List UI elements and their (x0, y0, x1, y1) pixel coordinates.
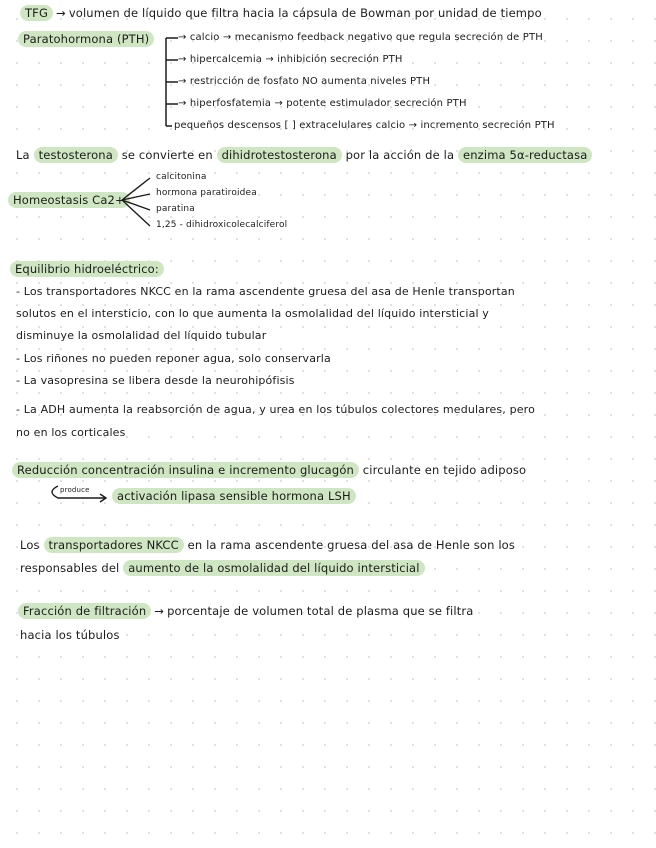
pth-term-line (18, 32, 154, 46)
produce-label: produce (60, 486, 90, 494)
arrow-icon: → (154, 604, 165, 618)
tfg-arrow: → (56, 6, 66, 20)
equilibrio-line-4: - Los riñones no pueden reponer agua, solo conservarla (16, 352, 331, 365)
nkcc-line-1 (20, 538, 515, 552)
text-segment: se convierte en (121, 148, 213, 162)
equilibrio-heading-line (10, 262, 164, 276)
homeostasis-item-2: hormona paratiroidea (156, 188, 257, 198)
highlight-enzima: enzima 5α-reductasa (458, 147, 592, 163)
homeostasis-branch-lines (120, 172, 160, 234)
highlight-lipasa: activación lipasa sensible hormona LSH (112, 488, 356, 504)
homeostasis-line (8, 193, 130, 207)
fraccion-definition: porcentaje de volumen total de plasma que se filtra (167, 604, 474, 618)
text-segment: La (16, 148, 30, 162)
pth-item-text: pequeños descensos [ ] extracelulares calcio → incremento secreción PTH (174, 120, 555, 131)
homeostasis-item-4: 1,25 - dihidroxicolecalciferol (156, 220, 288, 230)
nkcc-line-2 (20, 561, 425, 575)
tfg-definition: volumen de líquido que filtra hacia la cápsula de Bowman por unidad de tiempo (68, 6, 542, 20)
highlight-nkcc: transportadores NKCC (44, 537, 184, 553)
text-segment: en la rama ascendente gruesa del asa de Henle son los (187, 538, 515, 552)
fraccion-line-1 (18, 604, 473, 618)
pth-item-5 (174, 120, 555, 132)
testosterona-line (16, 148, 592, 162)
equilibrio-heading: Equilibrio hidroeléctrico: (10, 261, 164, 277)
equilibrio-line-1: - Los transportadores NKCC en la rama ascendente gruesa del asa de Henle transportan (16, 285, 515, 298)
pth-item-text: restricción de fosfato NO aumenta niveles PTH (189, 76, 431, 87)
highlight-dihidrotestosterona: dihidrotestosterona (217, 147, 342, 163)
arrow-icon: → (178, 76, 187, 87)
highlight-reduccion: Reducción concentración insulina e incremento glucagón (12, 462, 359, 478)
pth-term: Paratohormona (PTH) (18, 31, 154, 47)
text-segment: por la acción de la (345, 148, 455, 162)
highlight-osmolalidad: aumento de la osmolalidad del líquido intersticial (123, 560, 424, 576)
fraccion-line-2: hacia los túbulos (20, 628, 120, 642)
pth-item-text: calcio → mecanismo feedback negativo que regula secreción de PTH (189, 32, 543, 43)
text-segment: Los (20, 538, 40, 552)
equilibrio-line-2: solutos en el intersticio, con lo que aumenta la osmolalidad del líquido intersticial y (16, 307, 489, 320)
pth-item-4 (178, 98, 467, 110)
text-segment: circulante en tejido adiposo (362, 463, 527, 477)
reduccion-line (12, 463, 526, 477)
equilibrio-line-3: disminuye la osmolalidad del líquido tubular (16, 329, 267, 342)
arrow-icon: → (178, 98, 187, 109)
tfg-term: TFG (20, 5, 53, 21)
text-segment: responsables del (20, 561, 120, 575)
pth-item-1 (178, 32, 543, 44)
equilibrio-line-7: no en los corticales (16, 426, 126, 439)
arrow-icon: → (178, 32, 187, 43)
pth-item-3 (178, 76, 430, 88)
equilibrio-line-5: - La vasopresina se libera desde la neurohipófisis (16, 374, 295, 387)
homeostasis-item-3: paratina (156, 204, 195, 214)
highlight-testosterona: testosterona (34, 147, 118, 163)
pth-item-2 (178, 54, 403, 66)
pth-item-text: hiperfosfatemia → potente estimulador secreción PTH (189, 98, 467, 109)
pth-item-text: hipercalcemia → inhibición secreción PTH (189, 54, 403, 65)
equilibrio-line-6: - La ADH aumenta la reabsorción de agua, y urea en los túbulos colectores medulares, pero (16, 403, 535, 416)
homeostasis-item-1: calcitonina (156, 172, 207, 182)
arrow-icon: → (178, 54, 187, 65)
fraccion-term: Fracción de filtración (18, 603, 151, 619)
tfg-line (20, 6, 542, 20)
homeostasis-term: Homeostasis Ca2+ (8, 192, 130, 208)
reduccion-result-line (112, 489, 356, 503)
